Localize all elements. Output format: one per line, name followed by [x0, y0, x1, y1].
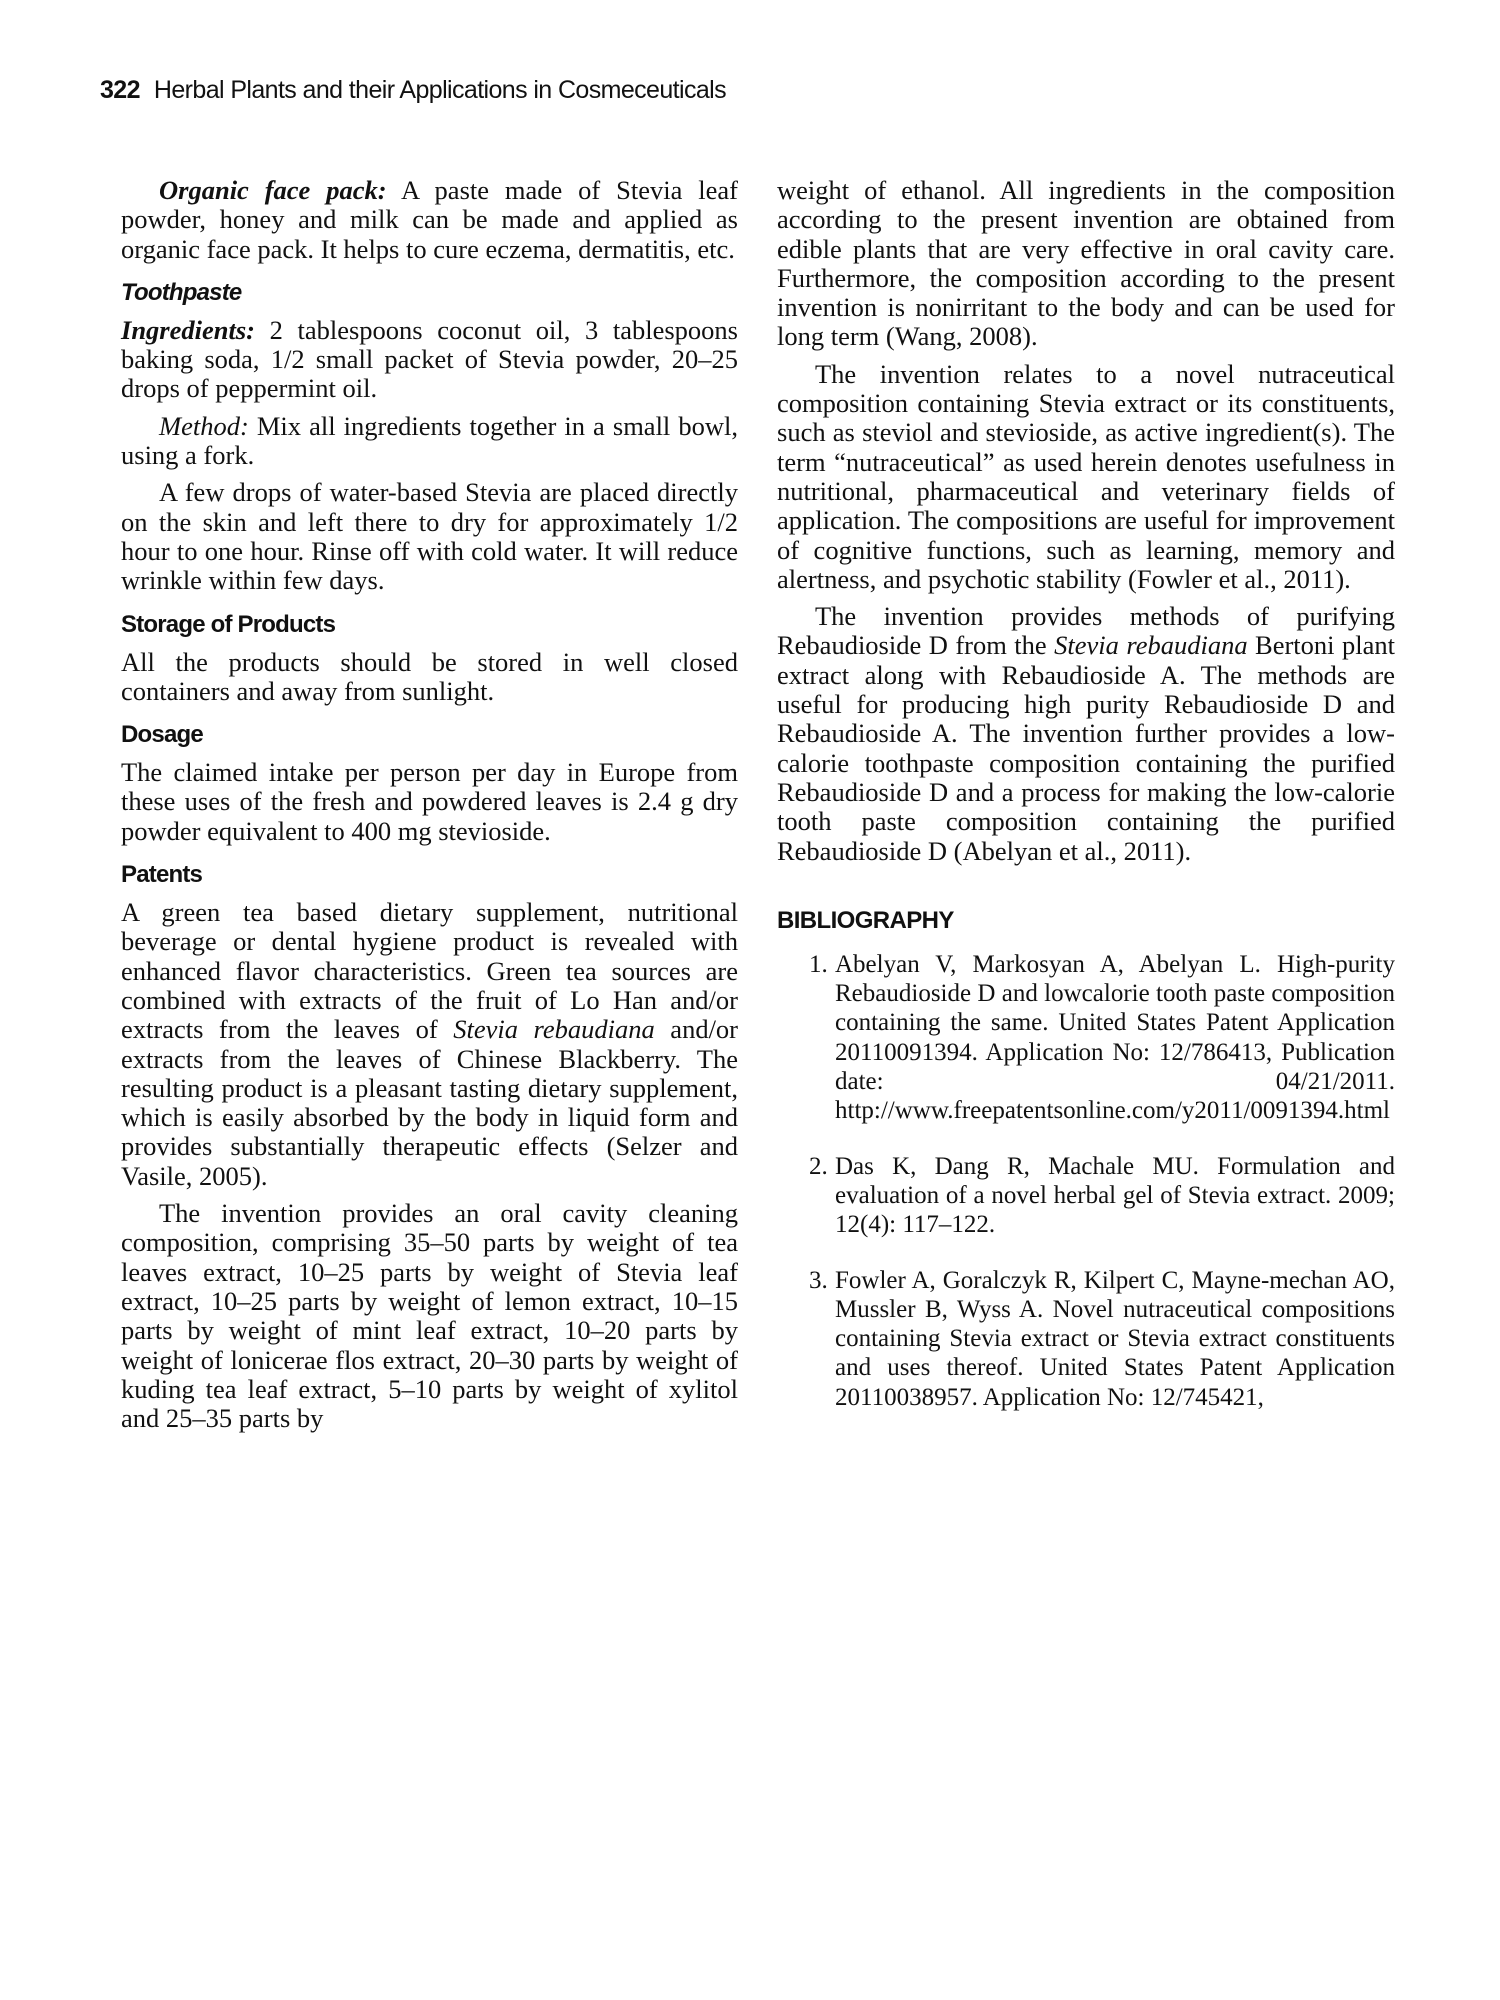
patents-text: and/or extracts from the leaves of Chinese Blackberry. The resulting product is a pleasant tasting dietary supplement, which is easily absorbed by the body in liquid form and provides substantially therapeutic effects (Selzer and Vasile, 2005).: [121, 1014, 739, 1191]
right-column: [777, 176, 1395, 1438]
face-pack-label: Organic face pack:: [159, 175, 387, 205]
rebaudioside-paragraph: [777, 602, 1395, 866]
toothpaste-heading: Toothpaste: [121, 278, 242, 306]
bibliography-list: [777, 950, 1395, 1412]
running-header: [100, 76, 726, 105]
patents-heading: Patents: [121, 861, 203, 889]
ingredients-paragraph: [121, 316, 738, 404]
patents-paragraph-1: [121, 898, 738, 1191]
storage-paragraph: All the products should be stored in well closed containers and away from sunlight.: [121, 646, 738, 706]
bibliography-item: [777, 1266, 1395, 1412]
storage-heading: Storage of Products: [121, 610, 336, 638]
bibliography-item: [777, 950, 1395, 1126]
reference-number: 2.: [809, 1152, 828, 1180]
patents-text: A green tea based dietary supplement, nutritional beverage or dental hygiene product is revealed with enhanced flavor characteristics. Green tea sources are combined with extracts of the fruit of Lo Han and/or extracts from the leaves of: [121, 897, 738, 1045]
rebaudioside-text: Bertoni plant extract along with Rebaudioside A. The methods are useful for producing high purity Rebaudioside D and Rebaudioside A. The invention further provides a low-calorie toothpaste composition containing the purified Rebaudioside D and a process for making the low-calorie tooth paste composition containing the purified Rebaudioside D (Abelyan et al., 2011).: [777, 630, 1395, 866]
page-number: 322: [100, 76, 140, 104]
method-label: Method:: [159, 410, 249, 441]
nutraceutical-paragraph: The invention relates to a novel nutraceutical composition containing Stevia extract or its constituents, such as steviol and stevioside, as active ingredient(s). The term “nutraceutical” as used herein denotes usefulness in nutritional, pharmaceutical and veterinary fields of application. The compositions are useful for improvement of cognitive functions, such as learning, memory and alertness, and psychotic stability (Fowler et al., 2011).: [777, 358, 1395, 594]
method-paragraph: [121, 412, 738, 471]
reference-text: Abelyan V, Markosyan A, Abelyan L. High-purity Rebaudioside D and lowcalorie tooth paste composition containing the same. United States Patent Application 20110091394. Application No: 12/786413, Publication date: 04/21/2011. http://www.freepatentsonline.com/y2011/0091394.html: [835, 950, 1395, 1125]
reference-number: 3.: [809, 1266, 828, 1294]
ingredients-label: Ingredients:: [121, 314, 255, 345]
method-text: Mix all ingredients together in a small bowl, using a fork.: [121, 410, 738, 471]
rebaudioside-text: The invention provides methods of purifying Rebaudioside D from the: [777, 601, 1395, 661]
left-column: [121, 176, 738, 1433]
book-title: Herbal Plants and their Applications in Cosmeceuticals: [153, 76, 727, 104]
reference-text: Fowler A, Goralczyk R, Kilpert C, Mayne-mechan AO, Mussler B, Wyss A. Novel nutraceutical compositions containing Stevia extract or Stevia extract constituents and uses thereof. United States Patent Application 20110038957. Application No: 12/745421,: [835, 1266, 1395, 1411]
dosage-heading: Dosage: [121, 721, 203, 749]
reference-number: 1.: [809, 950, 828, 978]
face-pack-text: A paste made of Stevia leaf powder, honey and milk can be made and applied as organic face pack. It helps to cure eczema, dermatitis, etc.: [121, 175, 738, 264]
dosage-paragraph: The claimed intake per person per day in Europe from these uses of the fresh and powdered leaves is 2.4 g dry powder equivalent to 400 mg stevioside.: [121, 757, 738, 846]
bibliography-heading: BIBLIOGRAPHY: [777, 906, 954, 934]
bibliography-item: [777, 1152, 1395, 1240]
species-name: Stevia rebaudiana: [1054, 630, 1248, 661]
application-paragraph: A few drops of water-based Stevia are placed directly on the skin and left there to dry for approximately 1/2 hour to one hour. Rinse off with cold water. It will reduce wrinkle within few days.: [121, 477, 738, 596]
species-name: Stevia rebaudiana: [453, 1014, 655, 1045]
reference-text: Das K, Dang R, Machale MU. Formulation and evaluation of a novel herbal gel of Stevia extract. 2009; 12(4): 117–122.: [835, 1152, 1395, 1239]
patents-paragraph-2: The invention provides an oral cavity cleaning composition, comprising 35–50 parts by weight of tea leaves extract, 10–25 parts by weight of Stevia leaf extract, 10–25 parts by weight of lemon extract, 10–15 parts by weight of mint leaf extract, 10–20 parts by weight of lonicerae flos extract, 20–30 parts by weight of kuding tea leaf extract, 5–10 parts by weight of xylitol and 25–35 parts by: [121, 1198, 738, 1434]
ingredients-text: 2 tablespoons coconut oil, 3 tablespoons baking soda, 1/2 small packet of Stevia powder, 20–25 drops of peppermint oil.: [121, 314, 738, 404]
face-pack-paragraph: [121, 176, 738, 264]
continued-paragraph: weight of ethanol. All ingredients in the composition according to the present invention are obtained from edible plants that are very effective in oral cavity care. Furthermore, the composition according to the present invention is nonirritant to the body and can be used for long term (Wang, 2008).: [777, 175, 1395, 352]
